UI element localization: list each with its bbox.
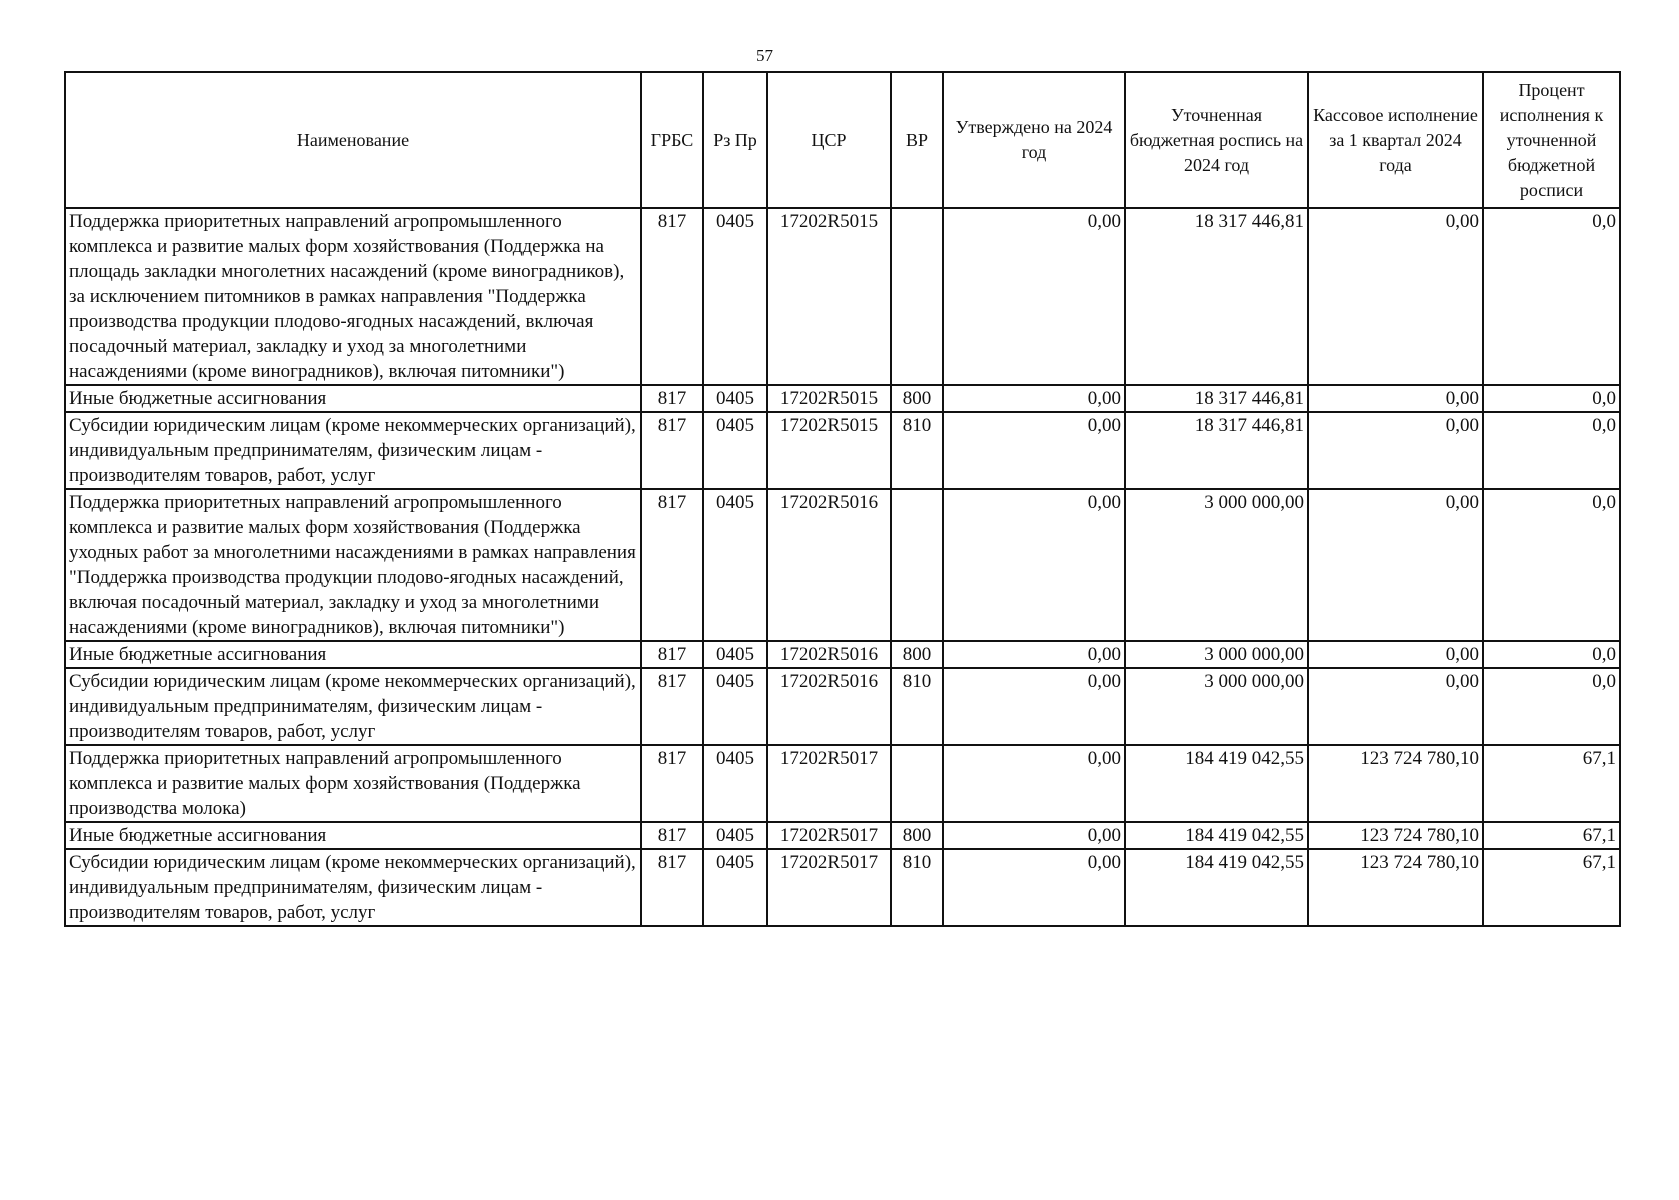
row-refined: 184 419 042,55 [1125,745,1308,822]
row-approved: 0,00 [943,745,1125,822]
row-grbs: 817 [641,849,703,926]
page-number-text: 57 [756,46,773,65]
row-csr: 17202R5016 [767,489,891,641]
row-grbs: 817 [641,822,703,849]
row-vr: 810 [891,668,943,745]
row-csr: 17202R5015 [767,208,891,385]
header-row [65,72,1620,208]
row-name: Субсидии юридическим лицам (кроме некоммерческих организаций), индивидуальным предпринимателям, физическим лицам - производителям товаров, работ, услуг [65,668,641,745]
row-refined: 18 317 446,81 [1125,385,1308,412]
row-approved: 0,00 [943,641,1125,668]
row-rzpr: 0405 [703,208,767,385]
table-row [65,385,1620,412]
row-approved: 0,00 [943,412,1125,489]
row-cash: 0,00 [1308,489,1483,641]
table-row [65,745,1620,822]
table-row [65,641,1620,668]
row-vr: 800 [891,385,943,412]
row-csr: 17202R5017 [767,822,891,849]
row-approved: 0,00 [943,822,1125,849]
row-cash: 0,00 [1308,641,1483,668]
row-refined: 184 419 042,55 [1125,822,1308,849]
table-row [65,849,1620,926]
row-grbs: 817 [641,641,703,668]
row-approved: 0,00 [943,489,1125,641]
row-approved: 0,00 [943,385,1125,412]
row-refined: 184 419 042,55 [1125,849,1308,926]
row-vr [891,745,943,822]
row-name: Иные бюджетные ассигнования [65,641,641,668]
page-number [0,46,1679,66]
table-row [65,489,1620,641]
row-rzpr: 0405 [703,385,767,412]
row-cash: 0,00 [1308,208,1483,385]
row-cash: 123 724 780,10 [1308,849,1483,926]
row-csr: 17202R5017 [767,849,891,926]
row-rzpr: 0405 [703,641,767,668]
row-percent: 67,1 [1483,822,1620,849]
row-refined: 3 000 000,00 [1125,489,1308,641]
table-row [65,412,1620,489]
header-vr: ВР [891,72,943,208]
header-approved: Утверждено на 2024 год [943,72,1125,208]
header-grbs: ГРБС [641,72,703,208]
header-csr: ЦСР [767,72,891,208]
row-vr [891,208,943,385]
row-cash: 0,00 [1308,385,1483,412]
row-refined: 3 000 000,00 [1125,668,1308,745]
row-rzpr: 0405 [703,489,767,641]
row-grbs: 817 [641,489,703,641]
row-grbs: 817 [641,385,703,412]
row-refined: 3 000 000,00 [1125,641,1308,668]
row-rzpr: 0405 [703,412,767,489]
row-grbs: 817 [641,668,703,745]
row-percent: 67,1 [1483,849,1620,926]
row-rzpr: 0405 [703,668,767,745]
row-vr: 800 [891,822,943,849]
row-rzpr: 0405 [703,745,767,822]
row-cash: 123 724 780,10 [1308,745,1483,822]
row-percent: 0,0 [1483,412,1620,489]
row-vr [891,489,943,641]
row-csr: 17202R5015 [767,385,891,412]
row-name: Субсидии юридическим лицам (кроме некоммерческих организаций), индивидуальным предпринимателям, физическим лицам - производителям товаров, работ, услуг [65,412,641,489]
row-cash: 123 724 780,10 [1308,822,1483,849]
header-name: Наименование [65,72,641,208]
table-row [65,208,1620,385]
table-row [65,668,1620,745]
row-name: Иные бюджетные ассигнования [65,822,641,849]
row-name: Поддержка приоритетных направлений агропромышленного комплекса и развитие малых форм хозяйствования (Поддержка на площадь закладки многолетних насаждений (кроме виноградников), за исключением питомников в рамках направления "Поддержка производства продукции плодово-ягодных насаждений, включая посадочный материал, закладку и уход за многолетними насаждениями (кроме виноградников), включая питомники") [65,208,641,385]
row-approved: 0,00 [943,668,1125,745]
header-cash: Кассовое исполнение за 1 квартал 2024 года [1308,72,1483,208]
row-name: Поддержка приоритетных направлений агропромышленного комплекса и развитие малых форм хозяйствования (Поддержка производства молока) [65,745,641,822]
row-percent: 67,1 [1483,745,1620,822]
row-csr: 17202R5015 [767,412,891,489]
row-cash: 0,00 [1308,412,1483,489]
row-percent: 0,0 [1483,668,1620,745]
row-vr: 810 [891,412,943,489]
row-grbs: 817 [641,745,703,822]
row-name: Поддержка приоритетных направлений агропромышленного комплекса и развитие малых форм хозяйствования (Поддержка уходных работ за многолетними насаждениями в рамках направления "Поддержка производства продукции плодово-ягодных насаждений, включая посадочный материал, закладку и уход за многолетними насаждениями (кроме виноградников), включая питомники") [65,489,641,641]
row-percent: 0,0 [1483,641,1620,668]
row-approved: 0,00 [943,208,1125,385]
header-percent: Процент исполнения к уточненной бюджетной росписи [1483,72,1620,208]
row-percent: 0,0 [1483,489,1620,641]
row-approved: 0,00 [943,849,1125,926]
row-csr: 17202R5016 [767,641,891,668]
budget-table [64,71,1621,927]
row-percent: 0,0 [1483,208,1620,385]
row-refined: 18 317 446,81 [1125,208,1308,385]
header-rzpr: Рз Пр [703,72,767,208]
row-vr: 810 [891,849,943,926]
row-name: Субсидии юридическим лицам (кроме некоммерческих организаций), индивидуальным предпринимателям, физическим лицам - производителям товаров, работ, услуг [65,849,641,926]
row-vr: 800 [891,641,943,668]
row-grbs: 817 [641,412,703,489]
row-name: Иные бюджетные ассигнования [65,385,641,412]
row-percent: 0,0 [1483,385,1620,412]
header-refined: Уточненная бюджетная роспись на 2024 год [1125,72,1308,208]
row-rzpr: 0405 [703,822,767,849]
row-rzpr: 0405 [703,849,767,926]
row-cash: 0,00 [1308,668,1483,745]
row-csr: 17202R5016 [767,668,891,745]
row-refined: 18 317 446,81 [1125,412,1308,489]
table-row [65,822,1620,849]
row-csr: 17202R5017 [767,745,891,822]
row-grbs: 817 [641,208,703,385]
